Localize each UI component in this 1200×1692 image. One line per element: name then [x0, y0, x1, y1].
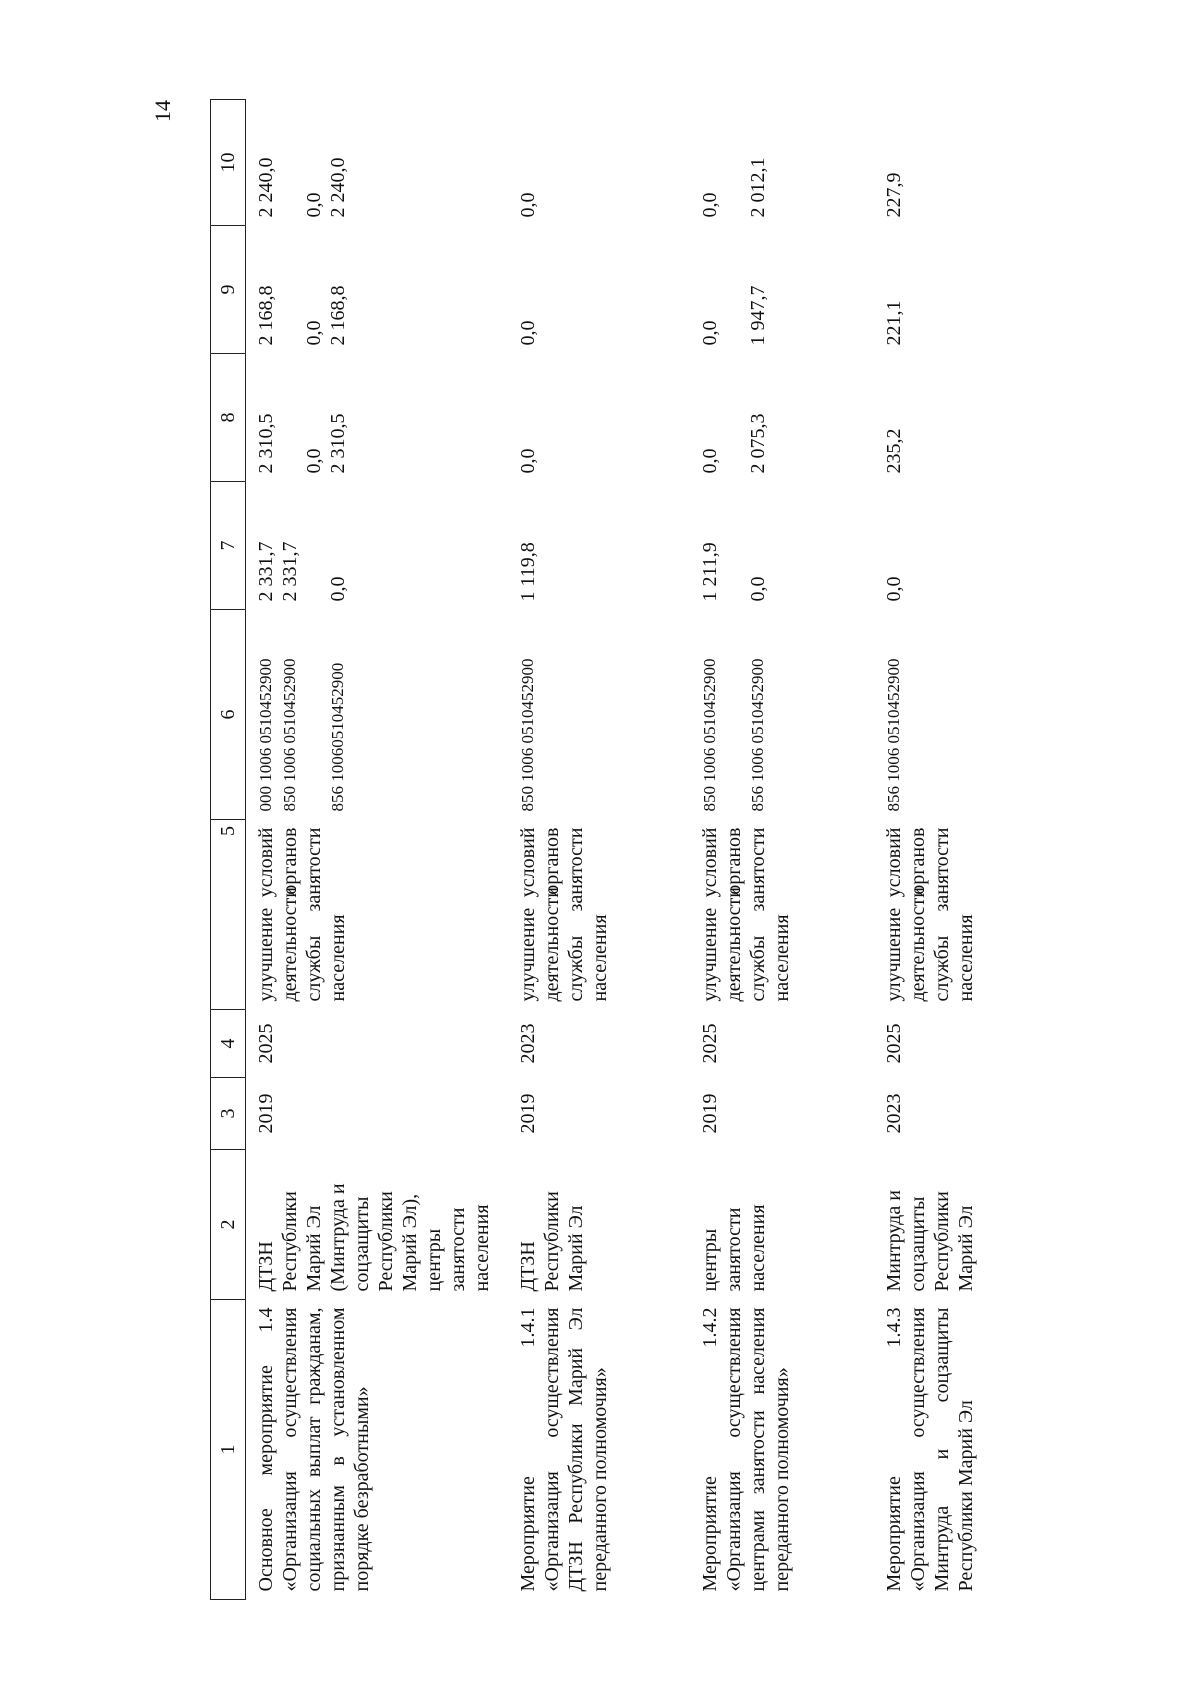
- expected-result-part-b: условий органов занятости: [255, 827, 325, 912]
- value-col-7: 1 119,8: [516, 542, 539, 602]
- budget-codes: 850 1006 0510452900: [517, 658, 537, 812]
- expected-result-part-a: улучшение деятельности службы населения: [698, 887, 793, 1002]
- value-col-10: 2 240,0 0,0 2 240,0: [255, 157, 349, 218]
- value-col-7: 1 211,9 0,0: [698, 542, 769, 602]
- executor: центры занятости населения: [698, 1204, 769, 1292]
- header-col-8: 8: [211, 354, 246, 482]
- value-col-8: 235,2: [882, 428, 905, 474]
- start-year: 2019: [516, 1093, 539, 1134]
- header-col-10: 10: [211, 100, 246, 226]
- value-col-8: 0,0: [516, 448, 539, 474]
- header-col-9: 9: [211, 226, 246, 354]
- value-col-9: 221,1: [882, 300, 905, 346]
- value-col-8: 0,0 2 075,3: [698, 413, 769, 474]
- header-col-2: 2: [211, 1150, 246, 1300]
- expected-result-part-b: условий органов занятости: [516, 827, 587, 912]
- activity-name: Основное мероприятие 1.4 «Организация осуществления социальных выплат гражданам, признанным в установленном порядке безработными»: [255, 1307, 373, 1592]
- value-col-7: 2 331,7 2 331,7 0,0: [255, 541, 349, 602]
- expected-result-part-b: условий органов занятости: [698, 827, 769, 912]
- value-col-10: 0,0: [516, 192, 539, 218]
- executor: ДТЗН Республики Марий Эл: [516, 1191, 587, 1292]
- table-row: [690, 100, 874, 1600]
- start-year: 2019: [698, 1093, 721, 1134]
- start-year: 2023: [882, 1093, 905, 1134]
- expected-result-part-b: условий органов занятости: [882, 827, 953, 912]
- value-col-10: 227,9: [882, 172, 905, 218]
- header-col-4: 4: [211, 1010, 246, 1078]
- executor: Минтруда и соцзащиты Республики Марий Эл: [882, 1190, 977, 1292]
- header-row: [211, 100, 246, 1600]
- rotated-table-container: [210, 100, 977, 1600]
- end-year: 2025: [255, 1023, 277, 1064]
- header-col-7: 7: [211, 482, 246, 610]
- value-col-7: 0,0: [882, 576, 905, 602]
- expected-result-part-a: улучшение деятельности службы населения: [516, 887, 611, 1002]
- page-number: 14: [150, 100, 175, 122]
- header-col-3: 3: [211, 1078, 246, 1150]
- value-col-9: 0,0: [516, 320, 539, 346]
- value-col-9: 2 168,8 0,0 2 168,8: [255, 285, 349, 346]
- table-row: [874, 100, 1004, 1600]
- header-col-5: 5: [211, 820, 246, 1010]
- start-year: 2019: [255, 1093, 277, 1134]
- activity-name: Мероприятие 1.4.2 «Организация осуществления центрами занятости населения переданного полномочия»: [698, 1307, 793, 1592]
- table-row: [508, 100, 690, 1600]
- value-col-10: 0,0 2 012,1: [698, 157, 769, 218]
- expected-result-part-a: улучшение деятельности службы населения: [882, 887, 977, 1002]
- activity-name: Мероприятие 1.4.1 «Организация осуществления ДТЗН Республики Марий Эл переданного полномочия»: [516, 1307, 611, 1592]
- budget-codes: 856 1006 0510452900: [883, 658, 903, 812]
- value-col-9: 0,0 1 947,7: [698, 285, 769, 346]
- end-year: 2025: [882, 1023, 905, 1064]
- budget-codes: 850 1006 0510452900 856 1006 0510452900: [699, 658, 767, 812]
- budget-codes: 000 1006 0510452900 850 1006 0510452900 856 10060510452900: [256, 658, 347, 812]
- header-col-1: 1: [211, 1300, 246, 1600]
- activity-name: Мероприятие 1.4.3 «Организация осуществления Минтруда и соцзащиты Республики Марий Эл: [882, 1307, 977, 1592]
- program-table: [210, 99, 1004, 1600]
- value-col-8: 2 310,5 0,0 2 310,5: [255, 413, 349, 474]
- executor: ДТЗН Республики Марий Эл (Минтруда и соцзащиты Республики Марий Эл), центры занятости населения: [255, 1183, 493, 1292]
- end-year: 2025: [698, 1023, 721, 1064]
- table-row: [246, 100, 508, 1600]
- header-col-6: 6: [211, 610, 246, 820]
- end-year: 2023: [516, 1023, 539, 1064]
- expected-result-part-a: улучшение деятельности службы населения: [255, 887, 349, 1002]
